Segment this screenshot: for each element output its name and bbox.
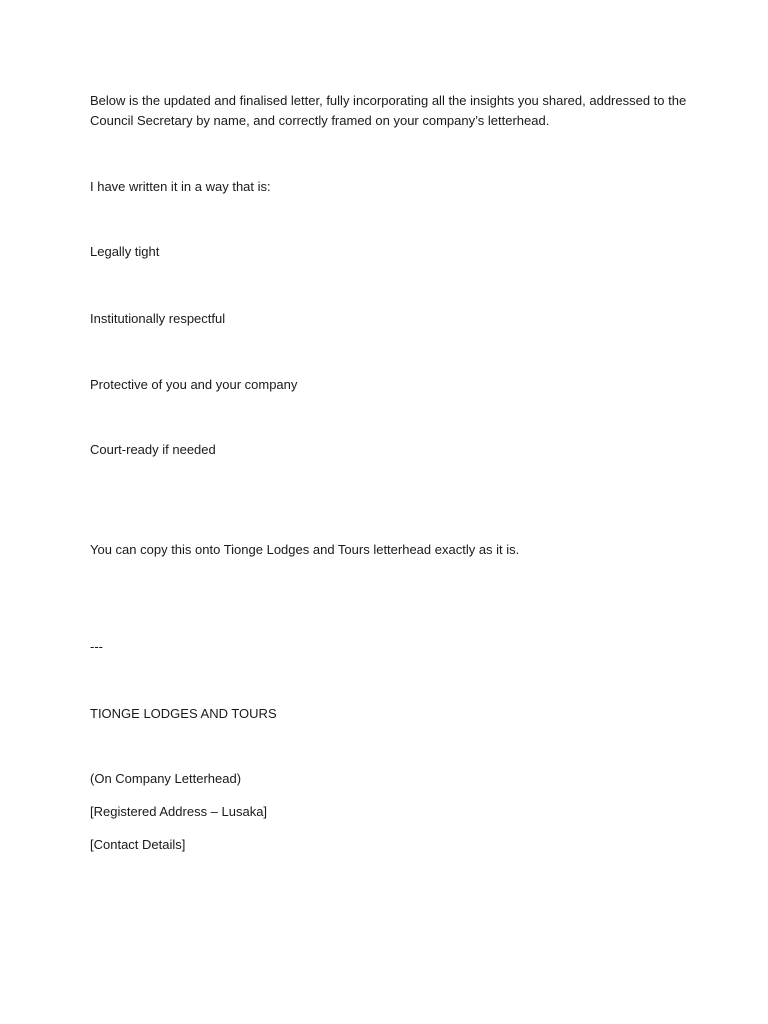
- contact-details: [Contact Details]: [90, 837, 186, 852]
- written-way-text: I have written it in a way that is:: [90, 179, 271, 194]
- copy-note-text: You can copy this onto Tionge Lodges and Tours letterhead exactly as it is.: [90, 542, 520, 557]
- intro-paragraph: Below is the updated and finalised letter, fully incorporating all the insights you shared, addressed to the Council Secretary by name, and correctly framed on your company’s letterhead.: [90, 93, 690, 128]
- letterhead-note: (On Company Letterhead): [90, 771, 242, 786]
- separator: ---: [90, 639, 103, 654]
- quality-item: Legally tight: [90, 244, 160, 259]
- company-name: TIONGE LODGES AND TOURS: [90, 706, 277, 721]
- registered-address: [Registered Address – Lusaka]: [90, 804, 268, 819]
- quality-item: Court-ready if needed: [90, 442, 216, 457]
- quality-item: Institutionally respectful: [90, 311, 226, 326]
- quality-item: Protective of you and your company: [90, 377, 298, 392]
